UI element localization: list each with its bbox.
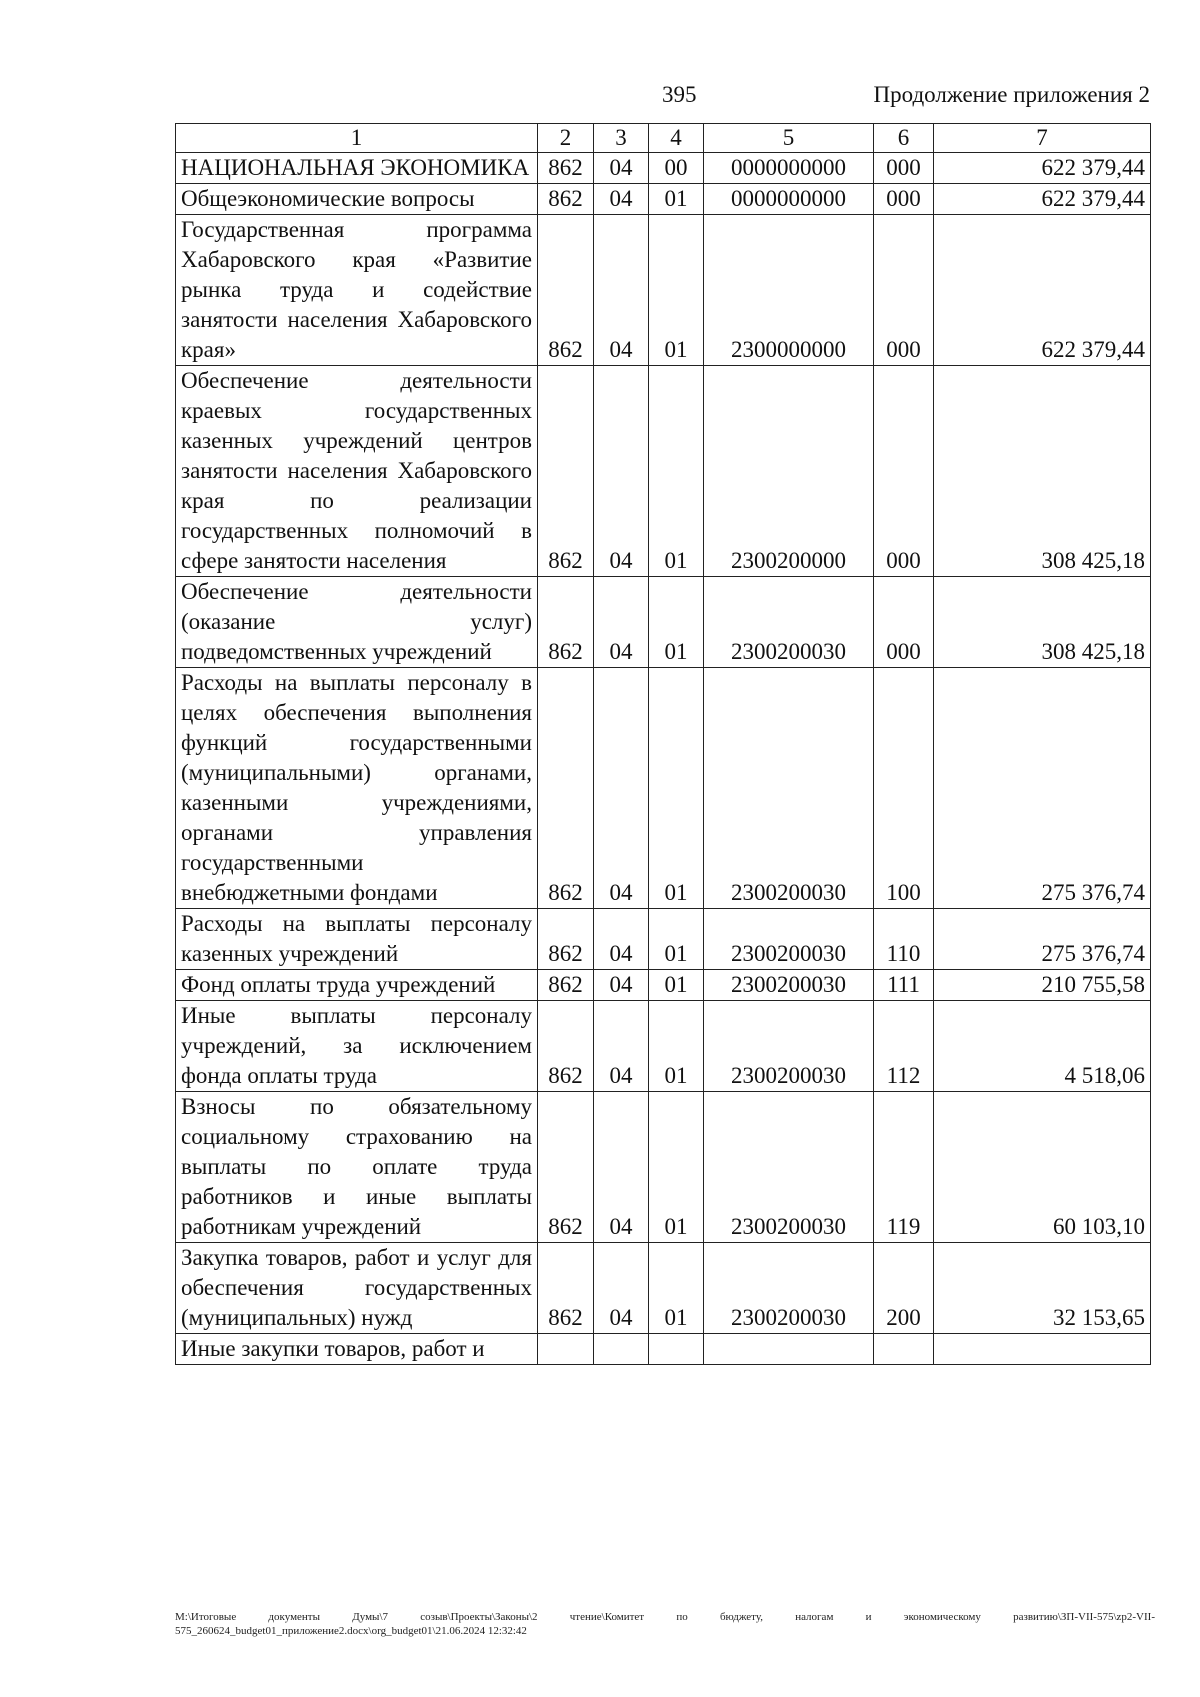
col-header-6: 6 [874, 124, 934, 153]
cell-amount: 4 518,06 [934, 1001, 1151, 1092]
cell-amount [934, 1334, 1151, 1365]
cell-target-article: 2300000000 [704, 215, 874, 366]
page-number: 395 [662, 82, 697, 107]
cell-subsection: 01 [649, 577, 704, 668]
table-row [176, 970, 1151, 1001]
cell-section: 04 [594, 1001, 649, 1092]
cell-subsection: 01 [649, 1092, 704, 1243]
cell-section: 04 [594, 1092, 649, 1243]
cell-description: Закупка товаров, работ и услуг для обеспечения государственных (муниципальных) нужд [176, 1243, 538, 1334]
cell-subsection: 01 [649, 668, 704, 909]
cell-ministry: 862 [538, 184, 594, 215]
cell-target-article: 0000000000 [704, 153, 874, 184]
cell-description: Иные закупки товаров, работ и [176, 1334, 538, 1365]
cell-section: 04 [594, 668, 649, 909]
cell-description: Общеэкономические вопросы [176, 184, 538, 215]
cell-expense-type: 200 [874, 1243, 934, 1334]
cell-expense-type: 000 [874, 366, 934, 577]
col-header-2: 2 [538, 124, 594, 153]
table-row [176, 1001, 1151, 1092]
col-header-3: 3 [594, 124, 649, 153]
cell-target-article: 2300200030 [704, 970, 874, 1001]
cell-description: НАЦИОНАЛЬНАЯ ЭКОНОМИКА [176, 153, 538, 184]
cell-subsection [649, 1334, 704, 1365]
cell-section: 04 [594, 577, 649, 668]
cell-target-article: 2300200030 [704, 668, 874, 909]
cell-target-article: 2300200030 [704, 1001, 874, 1092]
cell-expense-type: 000 [874, 577, 934, 668]
cell-description: Фонд оплаты труда учреждений [176, 970, 538, 1001]
table-row [176, 1334, 1151, 1365]
cell-amount: 210 755,58 [934, 970, 1151, 1001]
table-row [176, 668, 1151, 909]
col-header-4: 4 [649, 124, 704, 153]
cell-subsection: 01 [649, 1243, 704, 1334]
cell-subsection: 01 [649, 970, 704, 1001]
header-row [176, 124, 1151, 153]
table-row [176, 215, 1151, 366]
cell-amount: 622 379,44 [934, 184, 1151, 215]
cell-description: Иные выплаты персоналу учреждений, за исключением фонда оплаты труда [176, 1001, 538, 1092]
cell-expense-type: 119 [874, 1092, 934, 1243]
cell-section: 04 [594, 909, 649, 970]
cell-target-article: 2300200030 [704, 1092, 874, 1243]
cell-description: Обеспечение деятельности краевых государственных казенных учреждений центров занятости населения Хабаровского края по реализации государственных полномочий в сфере занятости населения [176, 366, 538, 577]
cell-amount: 32 153,65 [934, 1243, 1151, 1334]
cell-subsection: 01 [649, 909, 704, 970]
cell-subsection: 01 [649, 215, 704, 366]
cell-expense-type: 000 [874, 184, 934, 215]
cell-expense-type: 100 [874, 668, 934, 909]
table-row [176, 184, 1151, 215]
cell-target-article: 2300200030 [704, 1243, 874, 1334]
cell-target-article: 0000000000 [704, 184, 874, 215]
col-header-1: 1 [176, 124, 538, 153]
cell-section: 04 [594, 153, 649, 184]
table-row [176, 909, 1151, 970]
cell-target-article: 2300200000 [704, 366, 874, 577]
table-row [176, 1243, 1151, 1334]
cell-ministry: 862 [538, 970, 594, 1001]
cell-ministry: 862 [538, 1092, 594, 1243]
cell-amount: 622 379,44 [934, 215, 1151, 366]
budget-table [175, 123, 1151, 1365]
table-row [176, 1092, 1151, 1243]
col-header-7: 7 [934, 124, 1151, 153]
cell-ministry: 862 [538, 1243, 594, 1334]
cell-target-article: 2300200030 [704, 577, 874, 668]
cell-expense-type: 112 [874, 1001, 934, 1092]
cell-ministry: 862 [538, 1001, 594, 1092]
cell-section: 04 [594, 366, 649, 577]
cell-subsection: 01 [649, 366, 704, 577]
cell-subsection: 01 [649, 1001, 704, 1092]
cell-target-article: 2300200030 [704, 909, 874, 970]
cell-ministry: 862 [538, 215, 594, 366]
cell-ministry: 862 [538, 153, 594, 184]
cell-expense-type: 000 [874, 153, 934, 184]
cell-section: 04 [594, 184, 649, 215]
table-row [176, 153, 1151, 184]
cell-ministry [538, 1334, 594, 1365]
cell-expense-type [874, 1334, 934, 1365]
cell-subsection: 00 [649, 153, 704, 184]
col-header-5: 5 [704, 124, 874, 153]
cell-amount: 275 376,74 [934, 909, 1151, 970]
continuation-label: Продолжение приложения 2 [873, 82, 1150, 107]
cell-ministry: 862 [538, 366, 594, 577]
cell-description: Государственная программа Хабаровского края «Развитие рынка труда и содействие занятости населения Хабаровского края» [176, 215, 538, 366]
cell-amount: 622 379,44 [934, 153, 1151, 184]
cell-amount: 308 425,18 [934, 577, 1151, 668]
cell-ministry: 862 [538, 577, 594, 668]
cell-amount: 275 376,74 [934, 668, 1151, 909]
cell-section: 04 [594, 215, 649, 366]
table-row [176, 366, 1151, 577]
cell-expense-type: 000 [874, 215, 934, 366]
cell-ministry: 862 [538, 668, 594, 909]
cell-description: Расходы на выплаты персоналу казенных учреждений [176, 909, 538, 970]
cell-description: Обеспечение деятельности (оказание услуг) подведомственных учреждений [176, 577, 538, 668]
table-row [176, 577, 1151, 668]
cell-expense-type: 111 [874, 970, 934, 1001]
cell-section: 04 [594, 1243, 649, 1334]
cell-description: Взносы по обязательному социальному страхованию на выплаты по оплате труда работников и иные выплаты работникам учреждений [176, 1092, 538, 1243]
cell-amount: 308 425,18 [934, 366, 1151, 577]
cell-expense-type: 110 [874, 909, 934, 970]
cell-section: 04 [594, 970, 649, 1001]
cell-target-article [704, 1334, 874, 1365]
cell-section [594, 1334, 649, 1365]
cell-ministry: 862 [538, 909, 594, 970]
cell-amount: 60 103,10 [934, 1092, 1151, 1243]
cell-subsection: 01 [649, 184, 704, 215]
cell-description: Расходы на выплаты персоналу в целях обеспечения выполнения функций государственными (муниципальными) органами, казенными учреждениями, органами управления государственными внебюджетными фондами [176, 668, 538, 909]
file-path-footer: М:\Итоговые документы Думы\7 созыв\Проекты\Законы\2 чтение\Комитет по бюджету, налогам и экономическому развитию\ЗП-VII-575\zp2-VII-575_260624_budget01_приложение2.docx\org_budget01\21.06.2024 12:32:42 [175, 1611, 1155, 1637]
